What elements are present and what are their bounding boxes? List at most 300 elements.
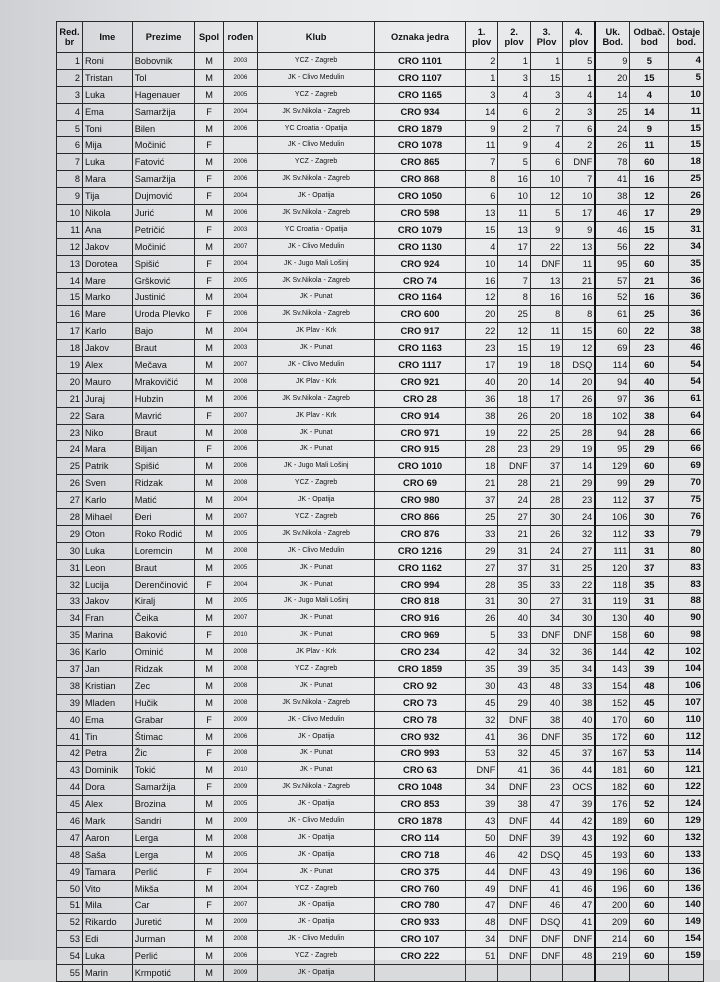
cell-club: JK - Clivo Medulin xyxy=(258,238,375,255)
cell-race-4: 43 xyxy=(563,829,595,846)
cell-total: 57 xyxy=(595,272,630,289)
cell-net: 79 xyxy=(669,525,704,542)
cell-race-3: 40 xyxy=(530,694,562,711)
cell-sail: CRO 107 xyxy=(375,931,466,948)
table-row xyxy=(57,120,704,137)
cell-sex: F xyxy=(195,711,223,728)
cell-club: YCZ - Zagreb xyxy=(258,509,375,526)
cell-race-3: 2 xyxy=(530,103,562,120)
cell-first-name: Mare xyxy=(82,306,132,323)
cell-total: 56 xyxy=(595,238,630,255)
cell-total: 95 xyxy=(595,255,630,272)
cell-born: 2006 xyxy=(223,390,258,407)
cell-sex: M xyxy=(195,813,223,830)
cell-race-3: 37 xyxy=(530,458,562,475)
cell-race-1: 15 xyxy=(465,221,497,238)
cell-rank: 43 xyxy=(57,762,83,779)
cell-race-3: 36 xyxy=(530,762,562,779)
cell-race-2: 25 xyxy=(498,306,530,323)
cell-race-2: 8 xyxy=(498,289,530,306)
cell-born: 2006 xyxy=(223,154,258,171)
cell-race-1 xyxy=(465,965,497,982)
cell-race-2: 28 xyxy=(498,475,530,492)
cell-first-name: Luka xyxy=(82,154,132,171)
cell-total: 214 xyxy=(595,931,630,948)
cell-sex: F xyxy=(195,897,223,914)
cell-sex: M xyxy=(195,762,223,779)
cell-last-name: Mavrić xyxy=(132,407,195,424)
cell-sail: CRO 600 xyxy=(375,306,466,323)
header-sail: Oznaka jedra xyxy=(375,22,466,53)
cell-sex: M xyxy=(195,796,223,813)
header-race-3: 3. Plov xyxy=(530,22,562,53)
cell-race-1: 8 xyxy=(465,171,497,188)
cell-first-name: Marina xyxy=(82,627,132,644)
cell-race-4: 26 xyxy=(563,390,595,407)
cell-sail: CRO 916 xyxy=(375,610,466,627)
cell-rank: 55 xyxy=(57,965,83,982)
cell-total: 219 xyxy=(595,948,630,965)
cell-club: JK - Opatija xyxy=(258,897,375,914)
cell-last-name: Mikša xyxy=(132,880,195,897)
cell-club: YCZ - Zagreb xyxy=(258,53,375,70)
cell-first-name: Edi xyxy=(82,931,132,948)
cell-race-4: DNF xyxy=(563,154,595,171)
cell-discard: 60 xyxy=(630,914,669,931)
cell-race-2: 38 xyxy=(498,796,530,813)
cell-club: JK Sv.Nikola - Zagreb xyxy=(258,103,375,120)
cell-club: JK - Clivo Medulin xyxy=(258,542,375,559)
cell-total: 196 xyxy=(595,880,630,897)
cell-rank: 18 xyxy=(57,340,83,357)
cell-race-3 xyxy=(530,965,562,982)
cell-born: 2005 xyxy=(223,525,258,542)
cell-rank: 11 xyxy=(57,221,83,238)
cell-born: 2006 xyxy=(223,171,258,188)
cell-discard: 31 xyxy=(630,542,669,559)
cell-born: 2006 xyxy=(223,306,258,323)
header-club: Klub xyxy=(258,22,375,53)
cell-race-3: 33 xyxy=(530,576,562,593)
cell-discard: 60 xyxy=(630,762,669,779)
cell-born: 2007 xyxy=(223,610,258,627)
cell-born: 2005 xyxy=(223,846,258,863)
cell-net: 4 xyxy=(669,53,704,70)
table-row xyxy=(57,407,704,424)
table-row xyxy=(57,846,704,863)
cell-sex: M xyxy=(195,323,223,340)
cell-first-name: Luka xyxy=(82,542,132,559)
cell-sail: CRO 73 xyxy=(375,694,466,711)
cell-total: 129 xyxy=(595,458,630,475)
cell-race-3: 44 xyxy=(530,813,562,830)
cell-discard: 60 xyxy=(630,627,669,644)
cell-discard: 15 xyxy=(630,69,669,86)
cell-race-2: 40 xyxy=(498,610,530,627)
cell-born: 2003 xyxy=(223,53,258,70)
cell-sex: M xyxy=(195,559,223,576)
cell-race-4: 40 xyxy=(563,711,595,728)
cell-rank: 35 xyxy=(57,627,83,644)
cell-last-name: Spišić xyxy=(132,458,195,475)
cell-race-4: 8 xyxy=(563,306,595,323)
cell-race-1: 6 xyxy=(465,188,497,205)
cell-race-2: 32 xyxy=(498,745,530,762)
cell-rank: 17 xyxy=(57,323,83,340)
table-row xyxy=(57,576,704,593)
cell-first-name: Rikardo xyxy=(82,914,132,931)
cell-race-1: 29 xyxy=(465,542,497,559)
cell-last-name: Braut xyxy=(132,340,195,357)
cell-race-1: 25 xyxy=(465,509,497,526)
cell-race-4: 45 xyxy=(563,846,595,863)
table-row xyxy=(57,677,704,694)
cell-race-3: 3 xyxy=(530,86,562,103)
cell-sail: CRO 818 xyxy=(375,593,466,610)
cell-race-3: 1 xyxy=(530,53,562,70)
cell-sail: CRO 994 xyxy=(375,576,466,593)
cell-sail: CRO 932 xyxy=(375,728,466,745)
cell-first-name: Toni xyxy=(82,120,132,137)
cell-net: 46 xyxy=(669,340,704,357)
cell-first-name: Alex xyxy=(82,357,132,374)
cell-race-1: 11 xyxy=(465,137,497,154)
cell-rank: 42 xyxy=(57,745,83,762)
cell-total: 24 xyxy=(595,120,630,137)
cell-race-4: 41 xyxy=(563,914,595,931)
cell-first-name: Niko xyxy=(82,424,132,441)
cell-net: 66 xyxy=(669,441,704,458)
cell-race-4: 35 xyxy=(563,728,595,745)
cell-first-name: Jakov xyxy=(82,593,132,610)
cell-race-4: 44 xyxy=(563,762,595,779)
cell-sail: CRO 1165 xyxy=(375,86,466,103)
cell-race-2: DNF xyxy=(498,897,530,914)
cell-race-3: 35 xyxy=(530,661,562,678)
cell-race-1: 41 xyxy=(465,728,497,745)
cell-race-4: 19 xyxy=(563,441,595,458)
cell-net: 124 xyxy=(669,796,704,813)
cell-born: 2004 xyxy=(223,880,258,897)
cell-sex: F xyxy=(195,627,223,644)
cell-rank: 5 xyxy=(57,120,83,137)
cell-first-name: Tin xyxy=(82,728,132,745)
cell-sex: F xyxy=(195,272,223,289)
cell-net: 76 xyxy=(669,509,704,526)
cell-race-4: 34 xyxy=(563,661,595,678)
cell-last-name: Braut xyxy=(132,559,195,576)
cell-race-2: 41 xyxy=(498,762,530,779)
cell-sail: CRO 921 xyxy=(375,373,466,390)
cell-net xyxy=(669,965,704,982)
cell-sex: M xyxy=(195,948,223,965)
cell-sex: M xyxy=(195,475,223,492)
cell-race-3: 15 xyxy=(530,69,562,86)
cell-race-2: 33 xyxy=(498,627,530,644)
cell-total: 61 xyxy=(595,306,630,323)
table-row xyxy=(57,542,704,559)
cell-born: 2009 xyxy=(223,813,258,830)
cell-sail: CRO 74 xyxy=(375,272,466,289)
cell-born: 2010 xyxy=(223,627,258,644)
cell-last-name: Jurman xyxy=(132,931,195,948)
cell-race-2: DNF xyxy=(498,711,530,728)
cell-race-2: 34 xyxy=(498,644,530,661)
cell-last-name: Tokić xyxy=(132,762,195,779)
cell-race-3: 11 xyxy=(530,323,562,340)
cell-race-4: 30 xyxy=(563,610,595,627)
cell-discard: 40 xyxy=(630,373,669,390)
cell-born: 2007 xyxy=(223,407,258,424)
cell-net: 15 xyxy=(669,120,704,137)
cell-race-3: 17 xyxy=(530,390,562,407)
cell-race-2: DNF xyxy=(498,829,530,846)
cell-net: 31 xyxy=(669,221,704,238)
cell-race-3: 46 xyxy=(530,897,562,914)
cell-race-2: 3 xyxy=(498,69,530,86)
table-row xyxy=(57,779,704,796)
table-row xyxy=(57,813,704,830)
cell-sail: CRO 969 xyxy=(375,627,466,644)
cell-first-name: Leon xyxy=(82,559,132,576)
cell-total: 176 xyxy=(595,796,630,813)
cell-born: 2009 xyxy=(223,965,258,982)
cell-discard: 60 xyxy=(630,779,669,796)
cell-sail: CRO 933 xyxy=(375,914,466,931)
cell-total: 46 xyxy=(595,205,630,222)
cell-last-name: Mečava xyxy=(132,357,195,374)
cell-sex: F xyxy=(195,441,223,458)
header-first-name: Ime xyxy=(82,22,132,53)
cell-race-4: 38 xyxy=(563,694,595,711)
cell-race-3: 38 xyxy=(530,711,562,728)
cell-first-name: Petra xyxy=(82,745,132,762)
cell-born: 2008 xyxy=(223,931,258,948)
cell-race-3: DSQ xyxy=(530,846,562,863)
cell-race-1: 34 xyxy=(465,931,497,948)
cell-sex: M xyxy=(195,728,223,745)
cell-race-2: 22 xyxy=(498,424,530,441)
cell-sail: CRO 1879 xyxy=(375,120,466,137)
cell-race-2: DNF xyxy=(498,779,530,796)
cell-total: 192 xyxy=(595,829,630,846)
cell-race-1: 19 xyxy=(465,424,497,441)
cell-first-name: Jakov xyxy=(82,238,132,255)
cell-rank: 37 xyxy=(57,661,83,678)
cell-race-4: 14 xyxy=(563,458,595,475)
cell-race-4: 47 xyxy=(563,897,595,914)
cell-race-1: 30 xyxy=(465,677,497,694)
cell-discard: 29 xyxy=(630,475,669,492)
cell-club: JK Plav - Krk xyxy=(258,644,375,661)
cell-first-name: Oton xyxy=(82,525,132,542)
cell-club: JK Sv.Nikola - Zagreb xyxy=(258,390,375,407)
cell-race-3: 32 xyxy=(530,644,562,661)
cell-net: 102 xyxy=(669,644,704,661)
cell-race-4: 29 xyxy=(563,475,595,492)
cell-club: YCZ - Zagreb xyxy=(258,661,375,678)
cell-race-2: 17 xyxy=(498,238,530,255)
cell-race-2: 2 xyxy=(498,120,530,137)
table-row xyxy=(57,931,704,948)
cell-net: 11 xyxy=(669,103,704,120)
cell-race-2: 12 xyxy=(498,323,530,340)
cell-last-name: Bobovnik xyxy=(132,53,195,70)
cell-total: 60 xyxy=(595,323,630,340)
cell-race-3: 18 xyxy=(530,357,562,374)
cell-net: 36 xyxy=(669,306,704,323)
cell-race-3: DNF xyxy=(530,255,562,272)
cell-total: 119 xyxy=(595,593,630,610)
cell-total: 20 xyxy=(595,69,630,86)
cell-sail: CRO 934 xyxy=(375,103,466,120)
cell-race-1: 39 xyxy=(465,796,497,813)
cell-net: 54 xyxy=(669,373,704,390)
cell-born: 2007 xyxy=(223,238,258,255)
table-row xyxy=(57,492,704,509)
cell-rank: 21 xyxy=(57,390,83,407)
cell-race-1: 42 xyxy=(465,644,497,661)
cell-first-name: Mara xyxy=(82,171,132,188)
cell-sail: CRO 1050 xyxy=(375,188,466,205)
cell-sex: M xyxy=(195,458,223,475)
cell-race-1: 31 xyxy=(465,593,497,610)
cell-last-name: Derenčinović xyxy=(132,576,195,593)
cell-born: 2005 xyxy=(223,86,258,103)
cell-race-3: 20 xyxy=(530,407,562,424)
cell-total: 200 xyxy=(595,897,630,914)
cell-last-name: Justinić xyxy=(132,289,195,306)
cell-born: 2008 xyxy=(223,475,258,492)
cell-total: 41 xyxy=(595,171,630,188)
cell-last-name: Roko Rodić xyxy=(132,525,195,542)
cell-born: 2008 xyxy=(223,661,258,678)
regatta-results-table xyxy=(56,21,704,982)
cell-club: YC Croatia - Opatija xyxy=(258,221,375,238)
cell-total: 172 xyxy=(595,728,630,745)
cell-born: 2009 xyxy=(223,779,258,796)
cell-race-1: 2 xyxy=(465,53,497,70)
cell-race-4: DSQ xyxy=(563,357,595,374)
cell-sex: M xyxy=(195,154,223,171)
cell-first-name: Nikola xyxy=(82,205,132,222)
cell-born: 2008 xyxy=(223,644,258,661)
cell-rank: 36 xyxy=(57,644,83,661)
cell-race-4: 13 xyxy=(563,238,595,255)
cell-born xyxy=(223,137,258,154)
cell-last-name: Ridzak xyxy=(132,475,195,492)
cell-rank: 3 xyxy=(57,86,83,103)
table-row xyxy=(57,644,704,661)
cell-club: JK - Jugo Mali Lošinj xyxy=(258,255,375,272)
cell-discard xyxy=(630,965,669,982)
cell-first-name: Sven xyxy=(82,475,132,492)
cell-discard: 60 xyxy=(630,813,669,830)
cell-rank: 14 xyxy=(57,272,83,289)
cell-race-2: 11 xyxy=(498,205,530,222)
cell-first-name: Karlo xyxy=(82,492,132,509)
cell-rank: 50 xyxy=(57,880,83,897)
cell-first-name: Ema xyxy=(82,711,132,728)
cell-discard: 60 xyxy=(630,357,669,374)
cell-first-name: Mare xyxy=(82,272,132,289)
cell-sex: M xyxy=(195,677,223,694)
cell-sail: CRO 222 xyxy=(375,948,466,965)
cell-sail: CRO 917 xyxy=(375,323,466,340)
cell-total: 130 xyxy=(595,610,630,627)
cell-race-1: 7 xyxy=(465,154,497,171)
cell-race-1: 48 xyxy=(465,914,497,931)
cell-discard: 45 xyxy=(630,694,669,711)
cell-race-2: 30 xyxy=(498,593,530,610)
cell-total: 152 xyxy=(595,694,630,711)
cell-race-1: 36 xyxy=(465,390,497,407)
cell-total: 25 xyxy=(595,103,630,120)
cell-race-2: 9 xyxy=(498,137,530,154)
table-row xyxy=(57,154,704,171)
table-row xyxy=(57,69,704,86)
cell-total: 189 xyxy=(595,813,630,830)
cell-rank: 27 xyxy=(57,492,83,509)
cell-born: 2006 xyxy=(223,441,258,458)
cell-race-2: 16 xyxy=(498,171,530,188)
cell-first-name: Dominik xyxy=(82,762,132,779)
cell-race-4: 49 xyxy=(563,863,595,880)
cell-net: 133 xyxy=(669,846,704,863)
cell-race-4: 48 xyxy=(563,948,595,965)
cell-club: JK - Opatija xyxy=(258,728,375,745)
cell-discard: 60 xyxy=(630,154,669,171)
table-row xyxy=(57,728,704,745)
cell-race-2: 43 xyxy=(498,677,530,694)
cell-club: JK Sv.Nikola - Zagreb xyxy=(258,525,375,542)
table-row xyxy=(57,948,704,965)
cell-last-name: Loremcin xyxy=(132,542,195,559)
cell-total: 181 xyxy=(595,762,630,779)
cell-first-name: Aaron xyxy=(82,829,132,846)
cell-race-2: 15 xyxy=(498,340,530,357)
cell-discard: 28 xyxy=(630,424,669,441)
cell-club: JK Plav - Krk xyxy=(258,373,375,390)
cell-total: 182 xyxy=(595,779,630,796)
cell-last-name: Bajo xyxy=(132,323,195,340)
cell-sex: M xyxy=(195,69,223,86)
cell-race-4: 24 xyxy=(563,509,595,526)
cell-net: 18 xyxy=(669,154,704,171)
cell-total: 9 xyxy=(595,53,630,70)
cell-race-1: 5 xyxy=(465,627,497,644)
cell-discard: 60 xyxy=(630,846,669,863)
cell-race-3: 47 xyxy=(530,796,562,813)
cell-born: 2010 xyxy=(223,762,258,779)
cell-race-2: 14 xyxy=(498,255,530,272)
table-row xyxy=(57,509,704,526)
cell-first-name: Mihael xyxy=(82,509,132,526)
cell-first-name: Roni xyxy=(82,53,132,70)
cell-net: 70 xyxy=(669,475,704,492)
cell-first-name: Jakov xyxy=(82,340,132,357)
cell-born: 2008 xyxy=(223,829,258,846)
cell-sail: CRO 598 xyxy=(375,205,466,222)
cell-net: 121 xyxy=(669,762,704,779)
cell-race-3: 23 xyxy=(530,779,562,796)
cell-sex: F xyxy=(195,171,223,188)
cell-born: 2008 xyxy=(223,542,258,559)
cell-sex: M xyxy=(195,931,223,948)
cell-race-1: 33 xyxy=(465,525,497,542)
table-row xyxy=(57,357,704,374)
table-row xyxy=(57,53,704,70)
